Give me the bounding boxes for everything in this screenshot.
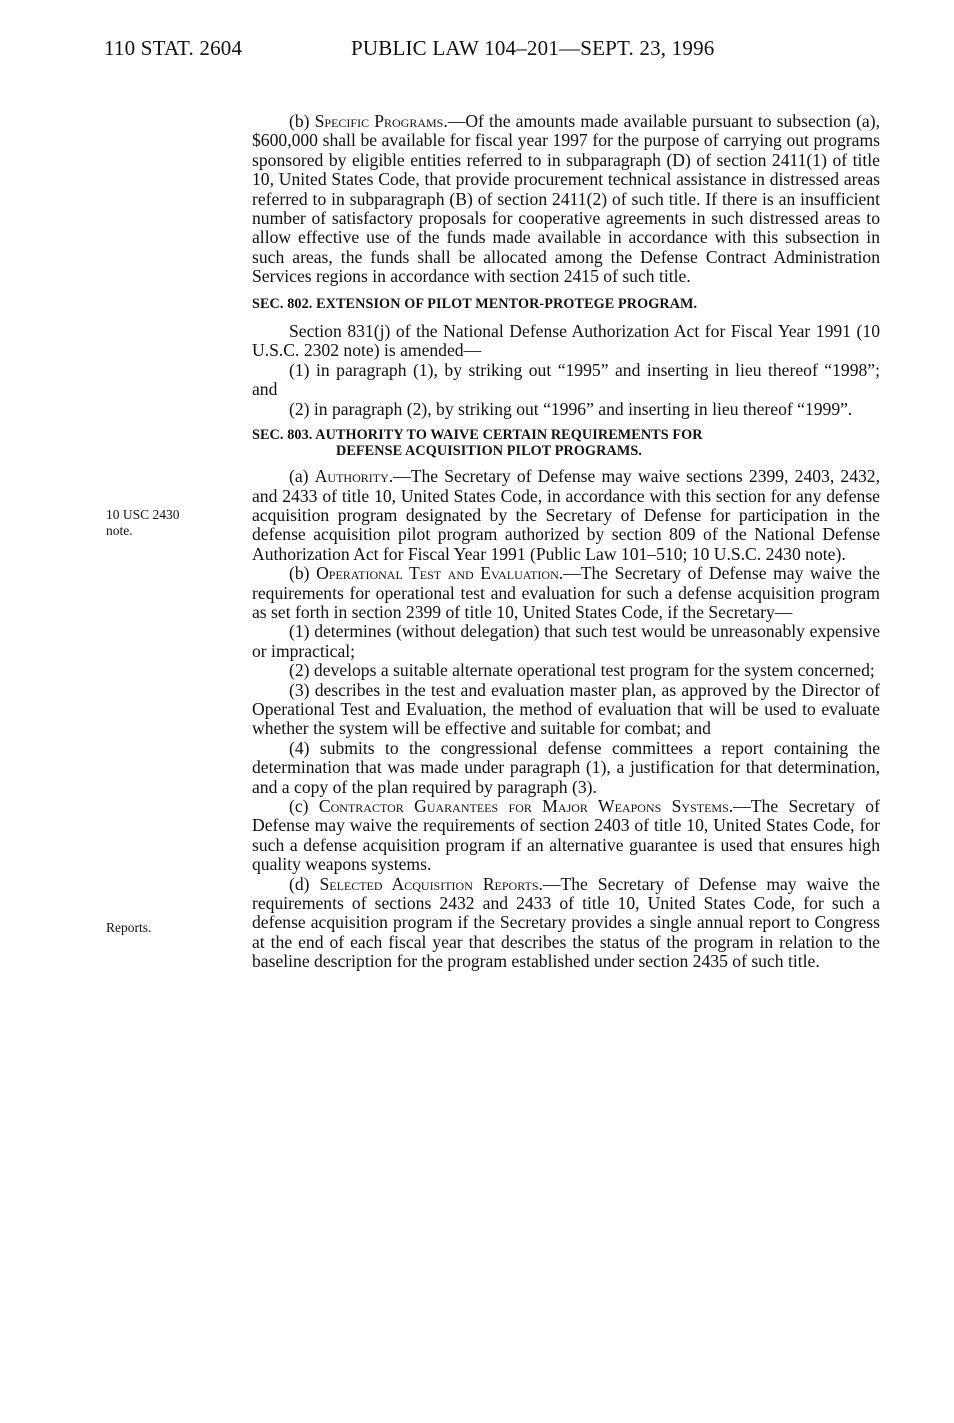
subsection-803a: (a) Authority.—The Secretary of Defense may waive sections 2399, 2403, 2432, and 2433 of title 10, United States Code, in accordance with this section for any defense acquisition program designated by the Secretary of Defense for participation in the defense acquisition pilot program authorized by section 809 of the National Defense Authorization Act for Fiscal Year 1991 (Public Law 101–510; 10 U.S.C. 2430 note). [252, 466, 880, 564]
section-803-heading [252, 427, 880, 459]
subsection-803d: (d) Selected Acquisition Reports.—The Secretary of Defense may waive the requirements of sections 2432 and 2433 of title 10, United States Code, for such a defense acquisition program if the Secretary provides a single annual report to Congress at the end of each fiscal year that describes the status of the program in relation to the baseline description for the program established under section 2435 of such title. [252, 873, 880, 972]
margin-note-usc [106, 507, 180, 539]
subsection-801b: (b) Specific Programs.—Of the amounts made available pursuant to subsection (a), $600,000 shall be available for fiscal year 1997 for the purpose of carrying out programs sponsored by eligible entities referred to in subparagraph (D) of section 2411(1) of title 10, United States Code, that provide procurement technical assistance in distressed areas referred to in subparagraph (B) of section 2411(2) of such title. If there is an insufficient number of satisfactory proposals for cooperative agreements in such distressed areas to allow effective use of the funds made available in accordance with this subsection in such areas, the funds shall be allocated among the Defense Contract Administration Services regions in accordance with section 2415 of such title. [252, 111, 880, 287]
subsection-803b-item-2: (2) develops a suitable alternate operational test program for the system concerned; [289, 660, 875, 681]
page-reference: 110 STAT. 2604 [104, 36, 243, 60]
subsection-803b-item-1: (1) determines (without delegation) that such test would be unreasonably expensive or impractical; [252, 621, 880, 661]
section-802-intro: Section 831(j) of the National Defense Authorization Act for Fiscal Year 1991 (10 U.S.C. 2302 note) is amended— [252, 321, 880, 361]
subsection-803b-item-3: (3) describes in the test and evaluation master plan, as approved by the Director of Operational Test and Evaluation, the method of evaluation that will be used to evaluate whether the system will be effective and suitable for combat; and [252, 679, 880, 739]
section-802-heading: SEC. 802. EXTENSION OF PILOT MENTOR-PROTEGE PROGRAM. [252, 295, 698, 312]
public-law-reference: PUBLIC LAW 104–201—SEPT. 23, 1996 [351, 36, 715, 60]
margin-note-usc-line1: 10 USC 2430 [106, 507, 180, 522]
section-803-heading-line1: SEC. 803. AUTHORITY TO WAIVE CERTAIN REQUIREMENTS FOR [252, 427, 703, 444]
subsection-heading: Contractor Guarantees for Major Weapons Systems [318, 796, 729, 816]
subsection-803b: (b) Operational Test and Evaluation.—The Secretary of Defense may waive the requirements for operational test and evaluation for such a defense acquisition program as set forth in section 2399 of title 10, United States Code, if the Secretary— [252, 563, 880, 622]
page-header [104, 36, 884, 66]
subsection-heading: Authority [314, 466, 389, 487]
section-803-heading-line2: DEFENSE ACQUISITION PILOT PROGRAMS. [336, 443, 642, 460]
margin-note-usc-line2: note. [106, 523, 133, 538]
section-802-item-2: (2) in paragraph (2), by striking out “1996” and inserting in lieu thereof “1999”. [289, 398, 853, 419]
subsection-heading: Selected Acquisition Reports [319, 873, 539, 894]
subsection-heading: Specific Programs [314, 111, 444, 131]
subsection-803b-item-4: (4) submits to the congressional defense committees a report containing the determination that was made under paragraph (1), a justification for that determination, and a copy of the plan required by paragraph (3). [252, 737, 880, 797]
section-802-item-1: (1) in paragraph (1), by striking out “1995” and inserting in lieu thereof “1998”; and [252, 359, 880, 400]
subsection-803c: (c) Contractor Guarantees for Major Weapons Systems.—The Secretary of Defense may waive the requirements of section 2403 of title 10, United States Code, for such a defense acquisition program if an alternative guarantee is used that ensures high quality weapons systems. [252, 796, 880, 875]
subsection-heading: Operational Test and Evaluation [316, 563, 559, 584]
document-body [252, 112, 880, 972]
margin-note-reports: Reports. [106, 920, 152, 935]
